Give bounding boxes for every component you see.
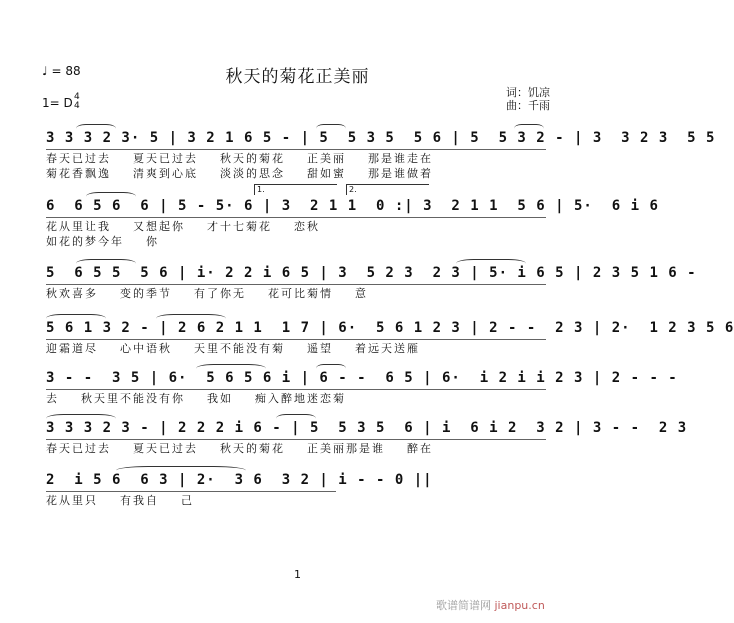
watermark-text: 歌谱简谱网 bbox=[436, 599, 491, 612]
composer-credit: 曲：千雨 bbox=[506, 99, 550, 112]
time-signature bbox=[74, 93, 80, 111]
notation-line: 3 3 3 2 3· 5 | 3 2 1 6 5 - | 5 5 3 5 5 6 | 5 5 3 2 - | 3 3 2 3 5 5 bbox=[46, 130, 716, 146]
lyric-verse-1: 春天已过去 夏天已过去 秋天的菊花 正美丽那是谁 醉在 bbox=[46, 442, 433, 455]
lyric-verse-1: 花从里只 有我自 己 bbox=[46, 494, 194, 507]
lyric-verse-1: 花从里让我 又想起你 才十七菊花 恋秋 bbox=[46, 220, 320, 233]
page-title: 秋天的菊花正美丽 bbox=[225, 67, 370, 87]
notation-line: 5 6 5 5 5 6 | i· 2 2 i 6 5 | 3 5 2 3 2 3 | 5· i 6 5 | 2 3 5 1 6 - bbox=[46, 265, 697, 281]
page-number: 1 bbox=[294, 568, 301, 581]
notation-line: 3 - - 3 5 | 6· 5 6 5 6 i | 6 - - 6 5 | 6· i 2 i i 2 3 | 2 - - - bbox=[46, 370, 678, 386]
lyric-verse-1: 去 秋天里不能没有你 我如 痴入醉地迷恋菊 bbox=[46, 392, 346, 405]
watermark bbox=[436, 597, 545, 613]
volta-2: 2. bbox=[346, 184, 429, 195]
notation-line: 5 6 1 3 2 - | 2 6 2 1 1 1 7 | 6· 5 6 1 2 3 | 2 - - 2 3 | 2· 1 2 3 5 6 bbox=[46, 320, 734, 336]
lyric-verse-1: 迎霜道尽 心中语秋 天里不能没有菊 遥望 着远天送雁 bbox=[46, 342, 420, 355]
time-signature-bottom: 4 bbox=[74, 101, 80, 111]
notation-line: 6 6 5 6 6 | 5 - 5· 6 | 3 2 1 1 0 :| 3 2 1 1 5 6 | 5· 6 i 6 bbox=[46, 198, 659, 214]
watermark-url: jianpu.cn bbox=[494, 599, 545, 612]
lyric-verse-1: 春天已过去 夏天已过去 秋天的菊花 正美丽 那是谁走在 bbox=[46, 152, 433, 165]
notation-line: 3 3 3 2 3 - | 2 2 2 i 6 - | 5 5 3 5 6 | i 6 i 2 3 2 | 3 - - 2 3 bbox=[46, 420, 688, 436]
tempo-marking: ♩ = 88 bbox=[42, 64, 81, 78]
credits bbox=[506, 86, 550, 112]
lyric-verse-2: 如花的梦今年 你 bbox=[46, 235, 159, 248]
lyricist-credit: 词：饥凉 bbox=[506, 86, 550, 99]
key-signature: 1= D bbox=[42, 96, 73, 110]
notation-line: 2 i 5 6 6 3 | 2· 3 6 3 2 | i - - 0 || bbox=[46, 472, 433, 488]
volta-1: 1. bbox=[254, 184, 337, 195]
lyric-verse-1: 秋欢喜多 变的季节 有了你无 花可比菊情 意 bbox=[46, 287, 368, 300]
time-signature-top: 4 bbox=[74, 92, 80, 102]
lyric-verse-2: 菊花香飘逸 清爽到心底 淡淡的思念 甜如蜜 那是谁做着 bbox=[46, 167, 433, 180]
